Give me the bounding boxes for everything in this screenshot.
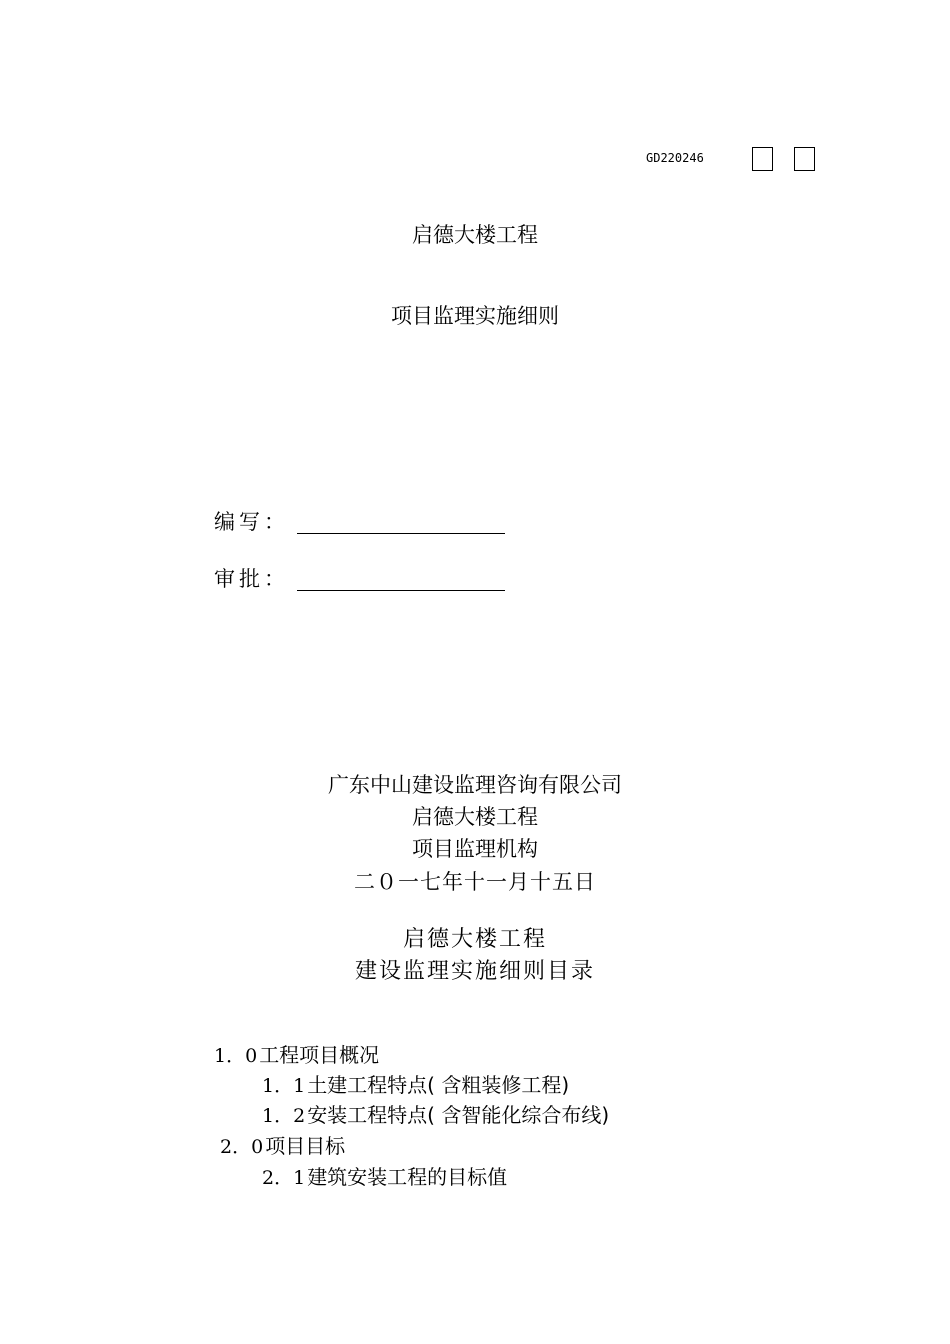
toc-item-number: 1．0	[214, 1045, 258, 1067]
sign-field-label: 编写：	[214, 510, 289, 534]
toc-item[interactable]	[214, 1039, 379, 1068]
toc-item-text: 项目目标	[265, 1134, 346, 1158]
toc-title-project: 启德大楼工程	[402, 927, 547, 952]
toc-item[interactable]	[262, 1161, 507, 1190]
check-box-1[interactable]	[752, 147, 773, 171]
toc-item[interactable]	[220, 1130, 345, 1159]
org-project: 启德大楼工程	[412, 805, 538, 829]
toc-item-number: 2．1	[262, 1167, 306, 1189]
toc-item-number: 1．2	[262, 1105, 306, 1127]
cover-project-name: 启德大楼工程	[412, 223, 538, 247]
document-code: GD220246	[646, 151, 704, 165]
cover-document-title: 项目监理实施细则	[391, 304, 559, 328]
toc-item[interactable]	[262, 1069, 569, 1098]
toc-item[interactable]	[262, 1099, 609, 1128]
sign-blank-line[interactable]	[297, 590, 505, 591]
org-date: 二０一七年十一月十五日	[354, 870, 596, 894]
toc-item-number: 2．0	[220, 1136, 264, 1158]
toc-item-text: 工程项目概况	[259, 1043, 380, 1067]
check-box-2[interactable]	[794, 147, 815, 171]
toc-item-text: 安装工程特点( 含智能化综合布线)	[307, 1103, 610, 1127]
sign-field-approver	[214, 563, 289, 593]
toc-title: 建设监理实施细则目录	[354, 959, 595, 984]
org-office: 项目监理机构	[412, 837, 538, 861]
org-company: 广东中山建设监理咨询有限公司	[328, 773, 622, 797]
toc-item-number: 1．1	[262, 1075, 306, 1097]
toc-item-text: 土建工程特点( 含粗装修工程)	[307, 1073, 570, 1097]
sign-blank-line[interactable]	[297, 533, 505, 534]
sign-field-author	[214, 506, 289, 536]
sign-field-label: 审批：	[214, 567, 289, 591]
toc-item-text: 建筑安装工程的目标值	[307, 1165, 508, 1189]
